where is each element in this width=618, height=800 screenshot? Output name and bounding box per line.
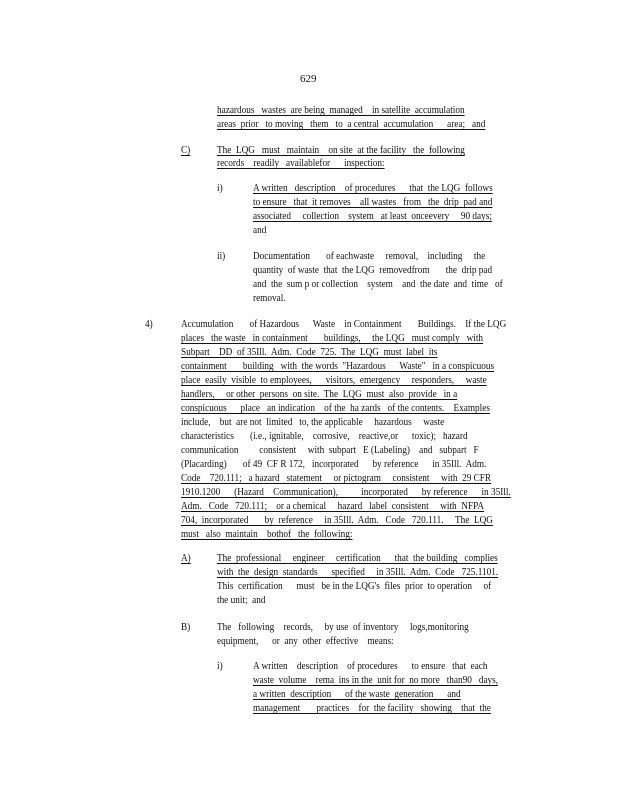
- item-4-line: place easily visible to employees, visitors, emergency responders, waste: [181, 375, 487, 386]
- item-4-line: communication consistent with subpart E (Labeling) and subpart F: [181, 445, 479, 456]
- subitem-ii-line: and the sum p or collection system and the date and time of: [253, 279, 503, 290]
- item-C-line: records readily availablefor inspection:: [217, 158, 385, 169]
- item-A-line: The professional engineer certification that the building complies: [217, 553, 498, 564]
- subitem-ii-line: quantity of waste that the LQG removedfrom the drip pad: [253, 265, 493, 276]
- item-marker-4: 4): [145, 319, 153, 330]
- subitem-marker-i: i): [217, 661, 223, 672]
- subitem-marker-ii: ii): [217, 251, 226, 262]
- subitem-i-line: A written description of procedures that the LQG follows: [253, 183, 493, 194]
- item-A-line: with the design standards specified in 35Ill. Adm. Code 725.1101.: [217, 567, 499, 578]
- item-4-line: handlers, or other persons on site. The LQG must also provide in a: [181, 389, 458, 400]
- item-A-line: the unit; and: [217, 595, 266, 606]
- subitem-i-line: and: [253, 225, 267, 236]
- item-4-line: Accumulation of Hazardous Waste in Containment Buildings. If the LQG: [181, 319, 507, 330]
- item-4-line: (Placarding) of 49 CF R 172, incorporated by reference in 35Ill. Adm.: [181, 459, 487, 470]
- subitem-ii-line: Documentation of eachwaste removal, including the: [253, 251, 486, 262]
- item-marker-C: C): [181, 145, 191, 156]
- item-B-line: equipment, or any other effective means:: [217, 636, 394, 647]
- item-4-line: characteristics (i.e., ignitable, corrosive, reactive,or toxic); hazard: [181, 431, 468, 442]
- continuation-line: areas prior to moving them to a central accumulation area; and: [217, 119, 486, 130]
- item-4-line: must also maintain bothof the following:: [181, 529, 353, 540]
- subitem-ii-line: removal.: [253, 293, 286, 304]
- item-4-line: places the waste in containment buildings, the LQG must comply with: [181, 333, 484, 344]
- item-4-line: include, but are not limited to, the applicable hazardous waste: [181, 417, 445, 428]
- page-number: 629: [300, 73, 317, 85]
- item-4-line: Code 720.111; a hazard statement or pictogram consistent with 29 CFR: [181, 473, 492, 484]
- item-marker-B: B): [181, 622, 191, 633]
- item-4-line: conspicuous place an indication of the ha zards of the contents. Examples: [181, 403, 490, 414]
- subitem-i-line: waste volume rema ins in the unit for no more than90 days,: [253, 675, 499, 686]
- item-4-line: Subpart DD of 35Ill. Adm. Code 725. The LQG must label its: [181, 347, 438, 358]
- subitem-i-line: a written description of the waste generation and: [253, 689, 461, 700]
- item-4-line: containment building with the words "Hazardous Waste" in a conspicuous: [181, 361, 495, 372]
- item-B-line: The following records, by use of inventory logs,monitoring: [217, 622, 469, 633]
- item-4-line: 704, incorporated by reference in 35Ill. Adm. Code 720.111. The LQG: [181, 515, 493, 526]
- subitem-i-line: to ensure that it removes all wastes from the drip pad and: [253, 197, 493, 208]
- item-4-line: 1910.1200 (Hazard Communication), incorporated by reference in 35Ill.: [181, 487, 511, 498]
- continuation-line: hazardous wastes are being managed in satellite accumulation: [217, 105, 465, 116]
- subitem-i-line: A written description of procedures to ensure that each: [253, 661, 488, 672]
- item-A-line: This certification must be in the LQG's files prior to operation of: [217, 581, 492, 592]
- subitem-i-line: associated collection system at least onceevery 90 days;: [253, 211, 492, 222]
- item-4-line: Adm. Code 720.111; or a chemical hazard label consistent with NFPA: [181, 501, 485, 512]
- item-C-line: The LQG must maintain on site at the facility the following: [217, 145, 465, 156]
- subitem-marker-i: i): [217, 183, 223, 194]
- item-marker-A: A): [181, 553, 191, 564]
- subitem-i-line: management practices for the facility showing that the: [253, 703, 491, 714]
